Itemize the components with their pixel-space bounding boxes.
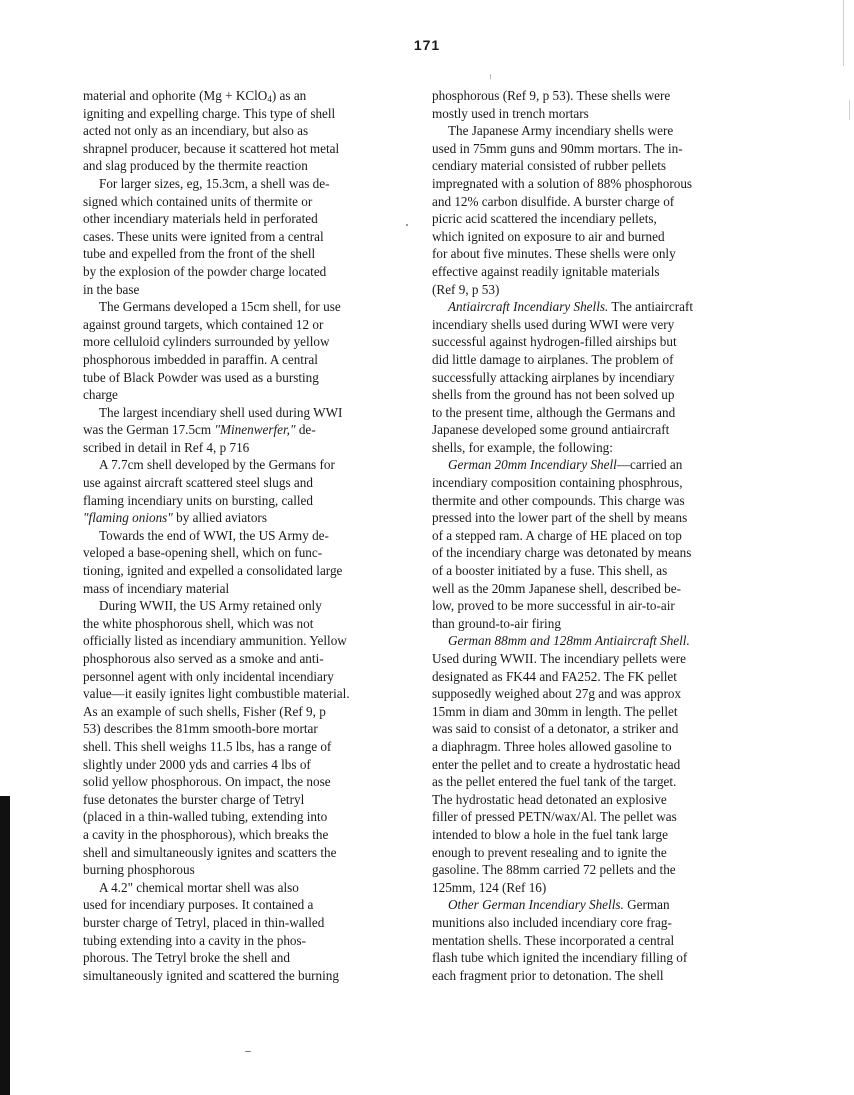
paragraph-start: For larger sizes, eg, 15.3cm, a shell was de- bbox=[99, 175, 330, 191]
text-line: pressed into the lower part of the shell by means bbox=[432, 510, 688, 526]
text-line: burning phosphorous bbox=[83, 862, 195, 878]
text-line: enter the pellet and to create a hydrostatic head bbox=[432, 756, 681, 772]
text-line: by the explosion of the powder charge located bbox=[83, 263, 327, 279]
text-line: was the German 17.5cm "Minenwerfer," de- bbox=[83, 422, 316, 438]
text-line: The hydrostatic head detonated an explosive bbox=[432, 791, 667, 807]
text-line: used for incendiary purposes. It contained a bbox=[83, 897, 314, 913]
text-line: used in 75mm guns and 90mm mortars. The in- bbox=[432, 140, 683, 156]
text-line: supposedly weighed about 27g and was approx bbox=[432, 686, 682, 702]
right-column bbox=[432, 87, 750, 984]
text-line: effective against readily ignitable materials bbox=[432, 263, 660, 279]
text-line: tubing extending into a cavity in the phos- bbox=[83, 932, 307, 948]
text-line: impregnated with a solution of 88% phosphorous bbox=[432, 175, 693, 191]
scan-binding-bar bbox=[0, 796, 10, 1095]
text-line: officially listed as incendiary ammunition. Yellow bbox=[83, 633, 347, 649]
text-line: personnel agent with only incidental incendiary bbox=[83, 668, 334, 684]
text-line: signed which contained units of thermite or bbox=[83, 193, 313, 209]
text-line: cendiary material consisted of rubber pellets bbox=[432, 158, 666, 174]
text-line: mentation shells. These incorporated a central bbox=[432, 932, 675, 948]
text-line: (Ref 9, p 53) bbox=[432, 281, 500, 297]
paragraph-start: The Germans developed a 15cm shell, for use bbox=[99, 299, 341, 315]
text-line: "flaming onions" by allied aviators bbox=[83, 510, 267, 526]
text-line: filler of pressed PETN/wax/Al. The pellet was bbox=[432, 809, 677, 825]
text-line: each fragment prior to detonation. The shell bbox=[432, 967, 664, 983]
text-line: solid yellow phosphorous. On impact, the nose bbox=[83, 774, 331, 790]
text-line: tube of Black Powder was used as a bursting bbox=[83, 369, 319, 385]
text-line: igniting and expelling charge. This type of shell bbox=[83, 105, 336, 121]
text-line: acted not only as an incendiary, but also as bbox=[83, 123, 309, 139]
section-heading-antiaircraft: Antiaircraft Incendiary Shells. The antiaircraft bbox=[448, 299, 694, 315]
text-line: flaming incendiary units on bursting, called bbox=[83, 492, 313, 508]
text-line: mostly used in trench mortars bbox=[432, 105, 589, 121]
text-line: and 12% carbon disulfide. A burster charge of bbox=[432, 193, 675, 209]
text-line: 53) describes the 81mm smooth-bore mortar bbox=[83, 721, 318, 737]
text-line: flash tube which ignited the incendiary filling of bbox=[432, 950, 688, 966]
text-line: 15mm in diam and 30mm in length. The pellet bbox=[432, 703, 678, 719]
text-line: fuse detonates the burster charge of Tetryl bbox=[83, 791, 305, 807]
text-line: successfully attacking airplanes by incendiary bbox=[432, 369, 675, 385]
text-line: veloped a base-opening shell, which on func- bbox=[83, 545, 323, 561]
text-line: scribed in detail in Ref 4, p 716 bbox=[83, 439, 250, 455]
text-line: value—it easily ignites light combustible material. bbox=[83, 686, 350, 702]
text-line: mass of incendiary material bbox=[83, 580, 230, 596]
text-line: 125mm, 124 (Ref 16) bbox=[432, 879, 547, 895]
text-line: than ground-to-air firing bbox=[432, 615, 561, 631]
text-line: charge bbox=[83, 387, 118, 403]
text-line: (placed in a thin-walled tubing, extending into bbox=[83, 809, 328, 825]
left-column bbox=[83, 87, 398, 984]
paragraph-start: A 7.7cm shell developed by the Germans for bbox=[99, 457, 335, 473]
text-line: and slag produced by the thermite reaction bbox=[83, 158, 308, 174]
paragraph-start: During WWII, the US Army retained only bbox=[99, 598, 322, 614]
text-line: for about five minutes. These shells were only bbox=[432, 246, 676, 262]
text-line: phosphorous also served as a smoke and anti- bbox=[83, 651, 324, 666]
section-heading-20mm: German 20mm Incendiary Shell—carried an bbox=[448, 457, 683, 473]
page-number: 171 bbox=[413, 37, 441, 53]
text-line: intended to blow a hole in the fuel tank large bbox=[432, 826, 668, 842]
text-line: Used during WWII. The incendiary pellets were bbox=[432, 651, 687, 666]
text-line: simultaneously ignited and scattered the burning bbox=[83, 967, 339, 983]
text-line: slightly under 2000 yds and carries 4 lbs of bbox=[83, 756, 311, 772]
text-line: shells from the ground has not been solved up bbox=[432, 387, 675, 403]
text-line: thermite and other compounds. This charge was bbox=[432, 492, 685, 508]
text-line: against ground targets, which contained 12 or bbox=[83, 316, 324, 332]
text-line: burster charge of Tetryl, placed in thin-walled bbox=[83, 914, 325, 930]
text-line: Japanese developed some ground antiaircraft bbox=[432, 422, 670, 438]
text-line: low, proved to be more successful in air-to-air bbox=[432, 598, 675, 614]
paragraph-start: The largest incendiary shell used during WWI bbox=[99, 404, 343, 420]
text-line: the white phosphorous shell, which was not bbox=[83, 615, 314, 631]
text-line: material and ophorite (Mg + KClO$_4$) as an bbox=[83, 88, 307, 104]
text-line: in the base bbox=[83, 281, 140, 297]
text-line: gasoline. The 88mm carried 72 pellets and the bbox=[432, 862, 676, 878]
scan-speck bbox=[406, 224, 408, 226]
text-line: of a stepped ram. A charge of HE placed on top bbox=[432, 527, 682, 543]
text-line: successful against hydrogen-filled airships but bbox=[432, 334, 677, 350]
paragraph-start: Towards the end of WWI, the US Army de- bbox=[99, 527, 329, 543]
text-line: cases. These units were ignited from a central bbox=[83, 228, 324, 244]
text-line: designated as FK44 and FA252. The FK pellet bbox=[432, 668, 677, 684]
text-line: was said to consist of a detonator, a striker and bbox=[432, 721, 679, 737]
text-line: a diaphragm. Three holes allowed gasoline to bbox=[432, 738, 672, 754]
paragraph-start: A 4.2" chemical mortar shell was also bbox=[99, 879, 299, 895]
text-line: phorous. The Tetryl broke the shell and bbox=[83, 950, 290, 966]
scan-speck bbox=[490, 74, 491, 79]
scan-edge-line bbox=[843, 0, 844, 66]
section-heading-88mm: German 88mm and 128mm Antiaircraft Shell. bbox=[448, 633, 690, 649]
text-line: tioning, ignited and expelled a consolidated large bbox=[83, 563, 343, 579]
text-line: shell and simultaneously ignites and scatters the bbox=[83, 844, 337, 860]
text-line: use against aircraft scattered steel slugs and bbox=[83, 475, 313, 491]
text-line: phosphorous imbedded in paraffin. A central bbox=[83, 351, 318, 367]
text-line: munitions also included incendiary core frag- bbox=[432, 914, 672, 930]
section-heading-other: Other German Incendiary Shells. German bbox=[448, 897, 670, 913]
text-line: to the present time, although the Germans and bbox=[432, 404, 676, 420]
text-line: well as the 20mm Japanese shell, described be- bbox=[432, 580, 682, 596]
text-line: phosphorous (Ref 9, p 53). These shells were bbox=[432, 88, 671, 103]
text-line: of the incendiary charge was detonated by means bbox=[432, 545, 692, 561]
text-line: tube and expelled from the front of the shell bbox=[83, 246, 316, 262]
scan-speck bbox=[245, 1051, 251, 1052]
text-line: picric acid scattered the incendiary pellets, bbox=[432, 211, 657, 227]
text-line: as the pellet entered the fuel tank of the target. bbox=[432, 774, 677, 790]
text-line: which ignited on exposure to air and burned bbox=[432, 228, 665, 244]
text-line: more celluloid cylinders surrounded by yellow bbox=[83, 334, 330, 350]
text-line: other incendiary materials held in perforated bbox=[83, 211, 318, 227]
text-line: of a booster initiated by a fuse. This shell, as bbox=[432, 563, 668, 579]
text-line: enough to prevent resealing and to ignite the bbox=[432, 844, 667, 860]
scan-edge-tick bbox=[849, 100, 850, 120]
text-line: As an example of such shells, Fisher (Ref 9, p bbox=[83, 703, 326, 719]
text-line: incendiary shells used during WWI were very bbox=[432, 316, 675, 332]
text-line: shells, for example, the following: bbox=[432, 439, 613, 455]
text-line: did little damage to airplanes. The problem of bbox=[432, 351, 674, 367]
paragraph-start: The Japanese Army incendiary shells were bbox=[448, 123, 674, 139]
text-line: shrapnel producer, because it scattered hot metal bbox=[83, 140, 340, 156]
text-line: incendiary composition containing phosphrous, bbox=[432, 475, 683, 491]
text-line: a cavity in the phosphorous), which breaks the bbox=[83, 826, 329, 842]
text-line: shell. This shell weighs 11.5 lbs, has a range of bbox=[83, 738, 332, 754]
